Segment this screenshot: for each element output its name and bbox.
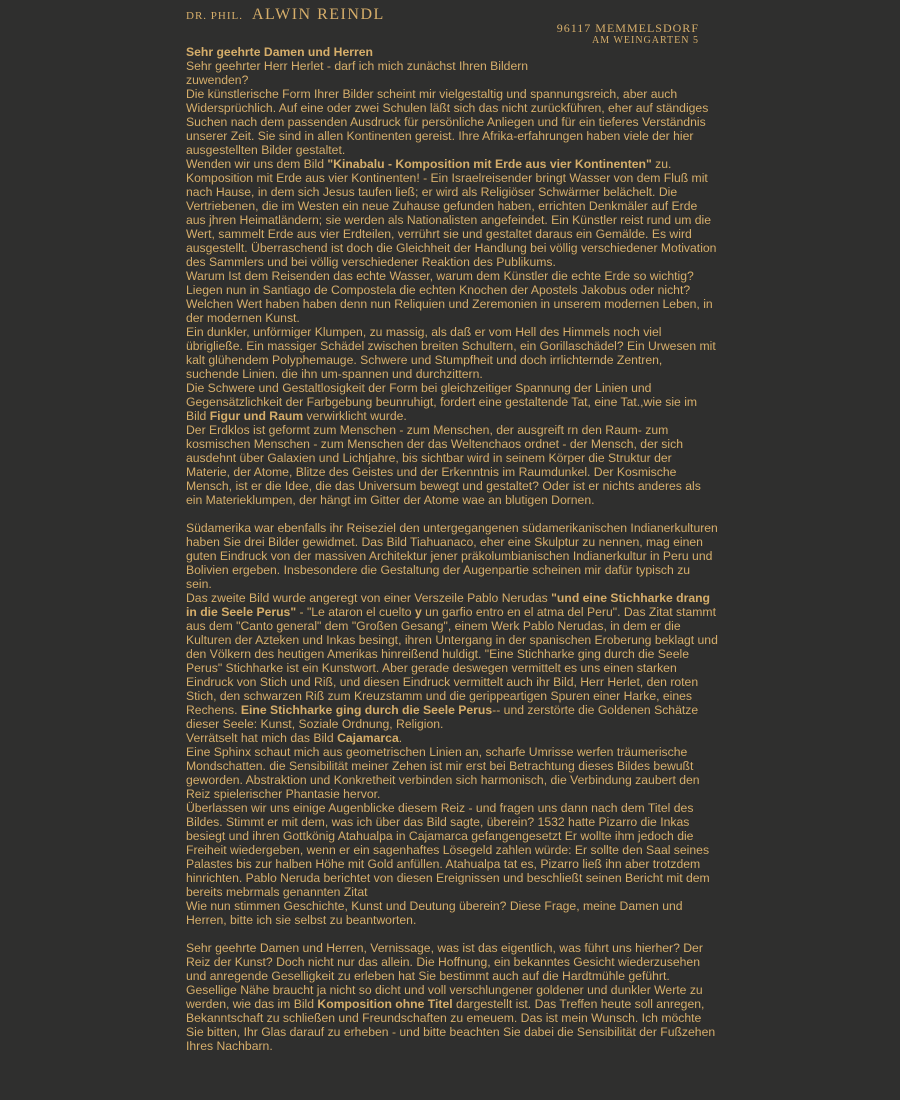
paragraph: Die künstlerische Form Ihrer Bilder scheint mir vielgestaltig und spannungsreich, aber auch Widersprüchlich. Auf eine oder zwei Schulen läßt sich das nicht zurückführen, eher auf ständiges Suchen nach dem passenden Ausdruck für persönliche Anliegen und für ein tieferes Verständnis unserer Zeit. Sie sind in allen Kontinenten gereist. Ihre Afrika-erfahrungen haben viele der hier ausgestellten Bilder gestaltet. <box>186 87 709 157</box>
artwork-title: "Kinabalu - Komposition mit Erde aus vier Kontinenten" <box>327 157 652 171</box>
text-run: Die Schwere und Gestaltlosigkeit der Form bei gleichzeitiger Spannung der Linien und Gegensätzlichkeit der Farbgebung beunruhigt, fordert eine gestaltende Tat, eine Tat.,wie sie im Bild <box>186 381 698 423</box>
paragraph <box>186 157 718 269</box>
address-city: 96117 MEMMELSDORF <box>556 21 699 35</box>
paragraph: Überlassen wir uns einige Augenblicke diesem Reiz - und fragen uns dann nach dem Titel des Bildes. Stimmt er mit dem, was ich über das Bild sagte, überein? 1532 hatte Pizarro die Inkas besiegt und ihren Gottkönig Atahualpa in Cajamarca gefangengesetzt Er wollte ihm jedoch die Freiheit wiedergeben, wenn er ein sagenhaftes Lösegeld zahlen würde: Er sollte den Saal seines Palastes bis zur halben Höhe mit Gold anfüllen. Atahualpa tat es, Pizarro ließ ihn aber trotzdem hinrichten. Pablo Neruda berichtet von diesen Ereignissen und beschließt seinen Bericht mit dem bereits mebrmals genannten Zitat <box>186 801 710 899</box>
text-run: - "Le ataron el cuelto <box>296 605 415 619</box>
text-run: verwirklicht wurde. <box>303 409 407 423</box>
paragraph <box>186 591 718 731</box>
artwork-title: Figur und Raum <box>209 409 304 423</box>
paragraph: Wie nun stimmen Geschichte, Kunst und Deutung überein? Diese Frage, meine Damen und Herren, bitte ich sie selbst zu beantworten. <box>186 899 683 927</box>
artwork-title: Cajamarca <box>337 731 399 745</box>
letterhead-address <box>557 22 699 46</box>
paragraph <box>186 941 718 1053</box>
text-run: Verrätselt hat mich das Bild <box>186 731 338 745</box>
academic-title: DR. PHIL. <box>186 10 243 22</box>
text-run: dargestellt ist. Das Treffen heute soll anregen, Bekanntschaft zu schließen und Freundschaften zu emeuem. Das ist mein Wunsch. Ich möchte Sie bitten, Ihr Glas darauf zu erheben - und bitte beachten Sie dabei die Sensibilität der Fußzehen Ihres Nachbarn. <box>186 997 716 1053</box>
text-run: Sehr geehrte Damen und Herren, Vernissage, was ist das eigentlich, was führt uns hierher? Der Reiz der Kunst? Doch nicht nur das allein. Die Hoffnung, ein bekanntes Gesicht wiederzusehen und anregende Geselligkeit zu erleben hat Sie bestimmt auch auf die Hardtmühle geführt. Gesellige Nähe braucht ja nicht so dicht und voll verschlungener goldener und dunkler Werte zu werden, wie das im Bild <box>186 941 703 1011</box>
paragraph <box>186 731 718 745</box>
salutation: Sehr geehrte Damen und Herren <box>186 45 373 59</box>
paragraph: Sehr geehrter Herr Herlet - darf ich mich zunächst Ihren Bildern zuwenden? <box>186 59 529 87</box>
paragraph: Eine Sphinx schaut mich aus geometrischen Linien an, scharfe Umrisse werfen träumerische Mondschatten. die Sensibilität meiner Zehen ist mir erst bei Betrachtung dieses Bildes bewußt geworden. Abstraktion und Konkretheit verbinden sich harmonisch, die Verbindung zaubert den Reiz spielerischer Phantasie hervor. <box>186 745 700 801</box>
text-run: Wenden wir uns dem Bild <box>186 157 328 171</box>
text-run: -- und zerstörte die Goldenen Schätze dieser Seele: Kunst, Soziale Ordnung, Religion. <box>186 703 699 731</box>
artwork-title: Komposition ohne Titel <box>317 997 453 1011</box>
paragraph: Südamerika war ebenfalls ihr Reiseziel den untergegangenen südamerikanischen Indianerkulturen haben Sie drei Bilder gewidmet. Das Bild Tiahuanaco, eher eine Skulptur zu nennen, mag einen guten Eindruck von der massiven Architektur jener präkolumbianischen Indianerkultur in Peru und Bolivien ergeben. Insbesondere die Gestaltung der Augenpartie scheinen mir dafür typisch zu sein. <box>186 521 718 591</box>
letterhead-name <box>186 6 385 24</box>
text-run: Das zweite Bild wurde angeregt von einer Verszeile Pablo Nerudas <box>186 591 552 605</box>
text-run: y <box>414 605 422 619</box>
paragraph: Ein dunkler, unförmiger Klumpen, zu massig, als daß er vom Hell des Himmels noch viel übrigließe. Ein massiger Schädel zwischen breiten Schultern, ein Gorillaschädel? Ein Urwesen mit kalt glühendem Polyphemauge. Schwere und Stumpfheit und doch irrlichternde Zentren, suchende Linien. die ihn um-spannen und durchzittern. <box>186 325 716 381</box>
paragraph <box>186 381 718 423</box>
artwork-title: "und eine Stichharke drang in die Seele Perus" <box>186 591 710 619</box>
letter-body <box>186 45 718 1053</box>
paragraph: Der Erdklos ist geformt zum Menschen - zum Menschen, der ausgreift rn den Raum- zum kosmischen Menschen - zum Menschen der das Weltenchaos ordnet - der Mensch, der sich ausdehnt über Galaxien und Lichtjahre, bis sichtbar wird in seinem Körper die Struktur der Materie, der Atome, Blitze des Geistes und der Erkenntnis im Raumdunkel. Der Kosmische Mensch, ist er die Idee, die das Universum bewegt und gestaltet? Oder ist er nichts anderes als ein Materieklumpen, der hängt im Gitter der Atome wae an blutigen Dornen. <box>186 423 701 507</box>
address-street: AM WEINGARTEN 5 <box>592 35 699 46</box>
artwork-title: Eine Stichharke ging durch die Seele Perus <box>240 703 493 717</box>
paragraph: Warum Ist dem Reisenden das echte Wasser, warum dem Künstler die echte Erde so wichtig? Liegen nun in Santiago de Compostela die echten Knochen der Apostels Jakobus oder nicht? Welchen Wert haben haben denn nun Reliquien und Zeremonien in unserem modernen Leben, in der modernen Kunst. <box>186 269 713 325</box>
author-name: ALWIN REINDL <box>251 6 385 23</box>
text-run: zu. Komposition mit Erde aus vier Kontinenten! - Ein Israelreisender bringt Wasser von dem Fluß mit nach Hause, in dem sich Jesus taufen ließ; er wird als Religiöser Schwärmer belächelt. Die Vertriebenen, die im Westen ein neue Zuhause gefunden haben, errichten Denkmäler auf Erde aus jhren Heimatländern; sie werden als Nationalisten angefeindet. Ein Künstler reist rund um die Wert, sammelt Erde aus vier Erdteilen, verrührt sie und gestaltet daraus ein Gemälde. Es wird ausgestellt. Überraschend ist doch die Gleichheit der Handlung bei völlig verschiedener Motivation des Sammlers und bei völlig verschiedener Reaktion des Publikums. <box>186 157 717 269</box>
text-run: un garfio entro en el atma del Peru". Das Zitat stammt aus dem "Canto general" dem "Großen Gesang", einem Werk Pablo Nerudas, in dem er die Kulturen der Azteken und Inkas besingt, ihren Untergang in der spanischen Eroberung beklagt und den Völkern des heutigen Amerikas hinreißend huldigt. "Eine Stichharke ging durch die Seele Perus" Stichharke ist ein Kunstwort. Aber gerade deswegen vermittelt es uns einen starken Eindruck von Stich und Riß, und diesen Eindruck vermittelt auch ihr Bild, Herr Herlet, den roten Stich, den schwarzen Riß zum Kreuzstamm und die gerippeartigen Spuren einer Harke, eines Rechens. <box>186 605 718 717</box>
text-run: . <box>398 731 403 745</box>
